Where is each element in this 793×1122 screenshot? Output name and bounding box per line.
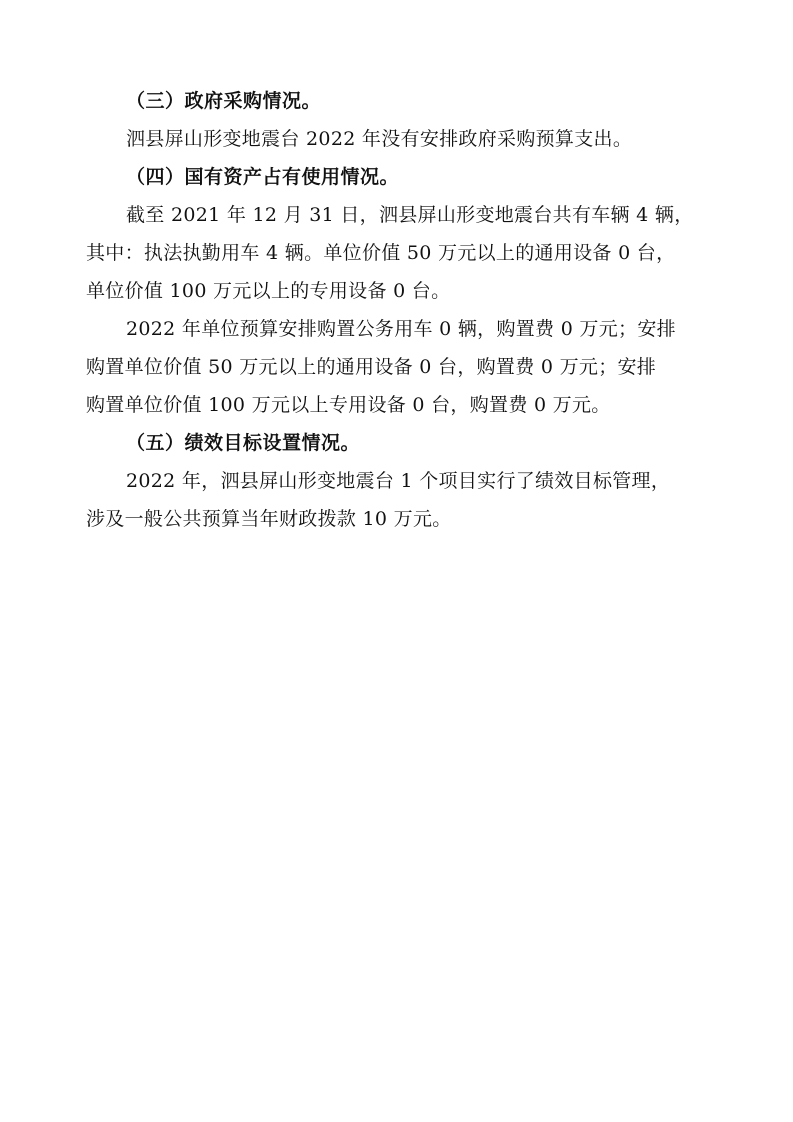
assets-text-line-1: 截至 2021 年 12 月 31 日，泗县屏山形变地震台共有车辆 4 辆， (126, 204, 694, 226)
performance-text-line-2: 涉及一般公共预算当年财政拨款 10 万元。 (86, 508, 452, 530)
document-page (86, 82, 706, 538)
performance-text-line-1: 2022 年，泗县屏山形变地震台 1 个项目实行了绩效目标管理， (126, 470, 671, 492)
assets-text-line-4: 2022 年单位预算安排购置公务用车 0 辆，购置费 0 万元；安排 (126, 318, 676, 340)
section-heading-procurement: （三）政府采购情况。 (126, 90, 322, 112)
assets-text-line-5: 购置单位价值 50 万元以上的通用设备 0 台，购置费 0 万元；安排 (86, 356, 657, 378)
assets-text-line-6: 购置单位价值 100 万元以上专用设备 0 台，购置费 0 万元。 (86, 394, 611, 416)
assets-text-line-3: 单位价值 100 万元以上的专用设备 0 台。 (86, 280, 451, 302)
section-heading-assets: （四）国有资产占有使用情况。 (126, 166, 400, 188)
procurement-text: 泗县屏山形变地震台 2022 年没有安排政府采购预算支出。 (126, 128, 633, 150)
section-heading-performance: （五）绩效目标设置情况。 (126, 432, 361, 454)
assets-text-line-2: 其中：执法执勤用车 4 辆。单位价值 50 万元以上的通用设备 0 台， (86, 242, 676, 264)
